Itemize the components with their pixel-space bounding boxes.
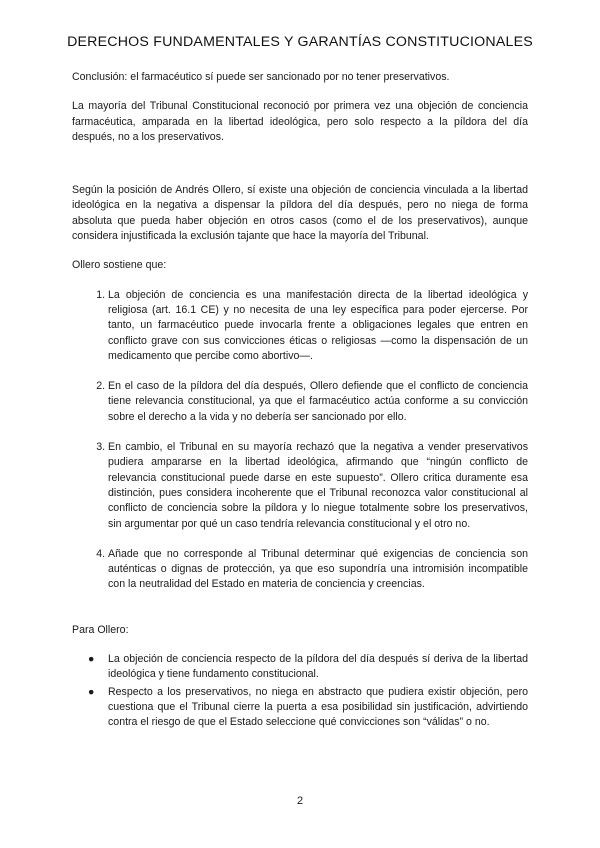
document-body — [72, 70, 528, 731]
bullet-icon: ● — [88, 685, 95, 698]
conclusion-paragraph: Conclusión: el farmacéutico sí puede ser sancionado por no tener preservativos. — [72, 71, 450, 83]
list-item: 4. Añade que no corresponde al Tribunal determinar qué exigencias de conciencia son auténticas o dignas de protección, ya que eso supondría una intromisión incompatible con la neutralidad del Estado en materia de conciencia y creencias. — [108, 547, 528, 593]
ollero-points-list — [72, 288, 528, 593]
list-item — [88, 652, 528, 683]
spacer — [72, 145, 528, 183]
ollero-sostiene-heading: Ollero sostiene que: — [72, 259, 167, 272]
ollero-intro-paragraph: Según la posición de Andrés Ollero, sí existe una objeción de conciencia vinculada a la libertad ideológica en la negativa a dispensar la píldora del día después, pero no niega de forma absoluta que pueda haber objeción en otros casos (como el de los preservativos), aunque considera injustificada la exclusión tajante que hace la mayoría del Tribunal. — [72, 184, 528, 243]
para-ollero-heading: Para Ollero: — [72, 623, 129, 636]
list-item-text: La objeción de conciencia respecto de la píldora del día después sí deriva de la libertad ideológica y tiene fundamento constitucional. — [108, 653, 528, 681]
spacer — [72, 274, 528, 288]
majority-paragraph: La mayoría del Tribunal Constitucional reconoció por primera vez una objeción de conciencia farmacéutica, amparada en la libertad ideológica, pero solo respecto a la píldora del día después, no a los preservativos. — [72, 100, 528, 143]
para-ollero-list — [72, 652, 528, 730]
bullet-icon: ● — [88, 653, 95, 666]
document-title: DERECHOS FUNDAMENTALES Y GARANTÍAS CONSTITUCIONALES — [67, 34, 533, 50]
list-item: 1. La objeción de conciencia es una manifestación directa de la libertad ideológica y religiosa (art. 16.1 CE) y no necesita de una ley específica para poder ejercerse. Por tanto, un farmacéutico puede invocarla frente a obligaciones legales que entren en conflicto grave con sus convicciones éticas o religiosas —como la dispensación de un medicamento que percibe como abortivo—. — [108, 288, 528, 364]
list-item: 3. En cambio, el Tribunal en su mayoría rechazó que la negativa a vender preservativos pudiera ampararse en la libertad ideológica, afirmando que “ningún conflicto de relevancia constitucional puede darse en este supuesto”. Ollero critica duramente esa distinción, pues considera incoherente que el Tribunal reconozca valor constitucional al conflicto de conciencia sobre la píldora y lo niegue totalmente sobre los preservativos, sin argumentar por qué un caso tendría relevancia constitucional y el otro no. — [108, 440, 528, 532]
spacer — [72, 638, 528, 652]
spacer — [72, 244, 528, 258]
spacer — [72, 85, 528, 99]
spacer — [72, 593, 528, 623]
list-item-text: Respecto a los preservativos, no niega en abstracto que pudiera existir objeción, pero cuestiona que el Tribunal cierre la puerta a esa posibilidad sin justificación, advirtiendo contra el riesgo de que el Estado seleccione qué convicciones son “válidas” o no. — [108, 685, 528, 729]
page-number: 2 — [296, 795, 304, 807]
list-item: 2. En el caso de la píldora del día después, Ollero defiende que el conflicto de conciencia tiene relevancia constitucional, ya que el farmacéutico actúa conforme a su convicción sobre el derecho a la vida y no debería ser sancionado por ello. — [108, 379, 528, 425]
list-item — [88, 685, 528, 731]
